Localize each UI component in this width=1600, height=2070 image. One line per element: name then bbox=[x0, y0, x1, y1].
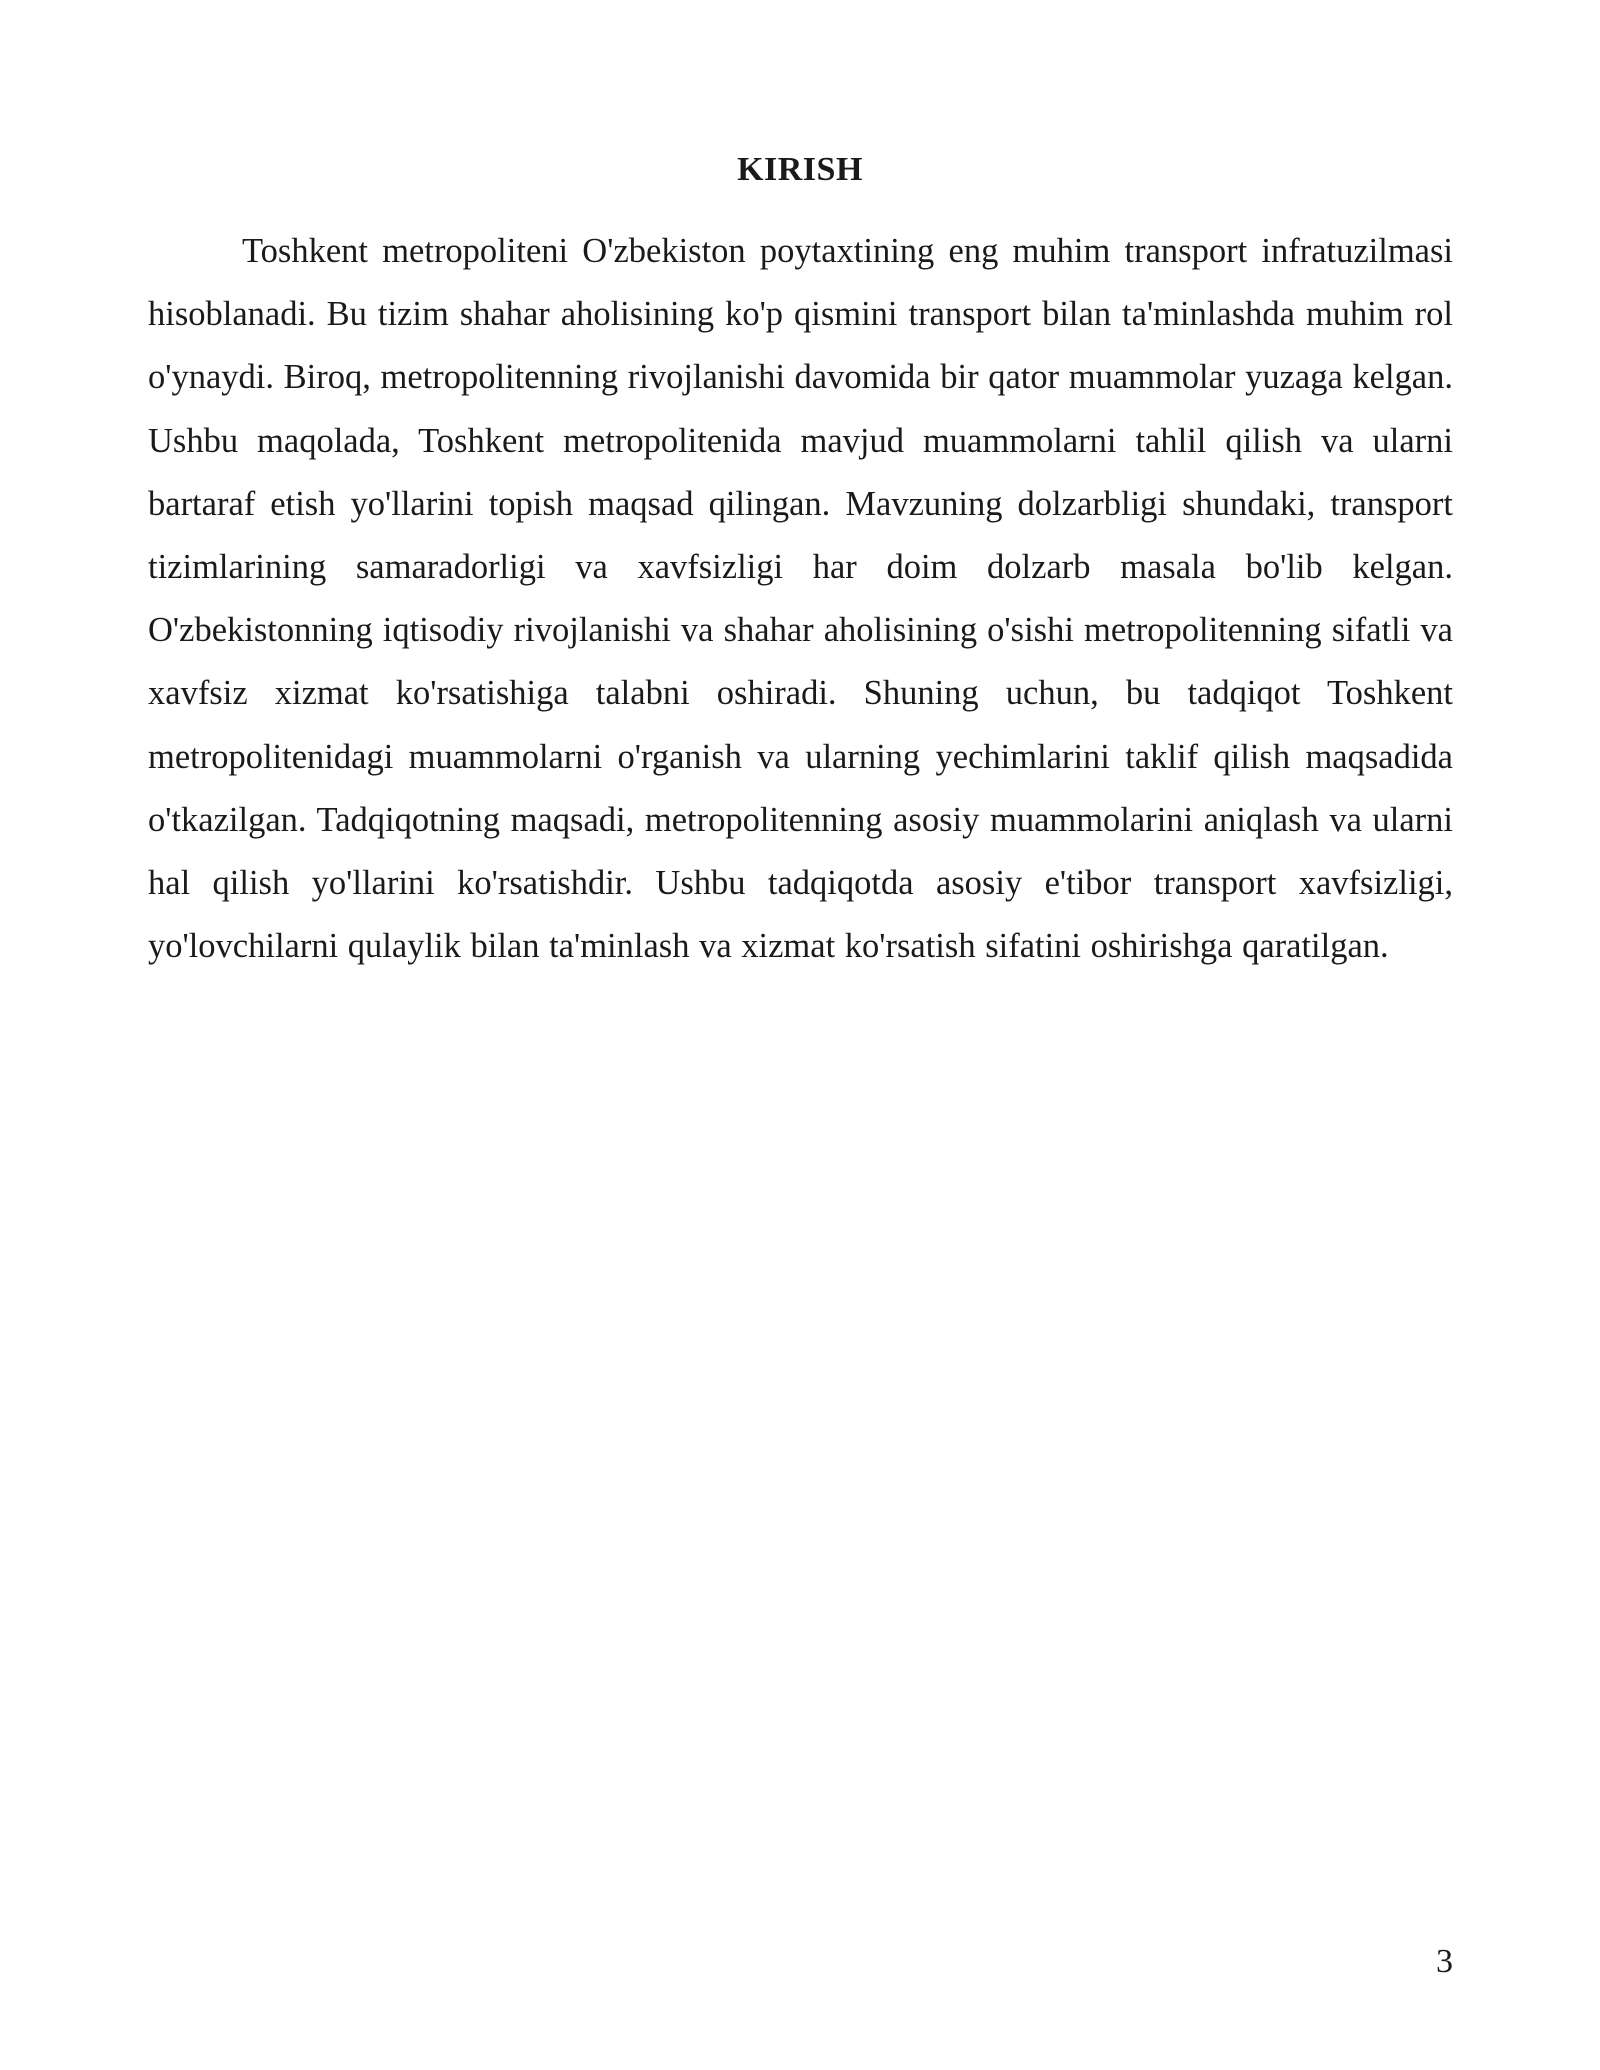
section-heading: KIRISH bbox=[737, 151, 863, 188]
body-paragraph: Toshkent metropoliteni O'zbekiston poytaxtining eng muhim transport infratuzilmasi hisoblanadi. Bu tizim shahar aholisining ko'p qismini transport bilan ta'minlashda muhim rol o'ynaydi. Biroq, metropolitenning rivojlanishi davomida bir qator muammolar yuzaga kelgan. Ushbu maqolada, Toshkent metropolitenida mavjud muammolarni tahlil qilish va ularni bartaraf etish yo'llarini topish maqsad qilingan. Mavzuning dolzarbligi shundaki, transport tizimlarining samaradorligi va xavfsizligi har doim dolzarb masala bo'lib kelgan. O'zbekistonning iqtisodiy rivojlanishi va shahar aholisining o'sishi metropolitenning sifatli va xavfsiz xizmat ko'rsatishiga talabni oshiradi. Shuning uchun, bu tadqiqot Toshkent metropolitenidagi muammolarni o'rganish va ularning yechimlarini taklif qilish maqsadida o'tkazilgan. Tadqiqotning maqsadi, metropolitenning asosiy muammolarini aniqlash va ularni hal qilish yo'llarini ko'rsatishdir. Ushbu tadqiqotda asosiy e'tibor transport xavfsizligi, yo'lovchilarni qulaylik bilan ta'minlash va xizmat ko'rsatish sifatini oshirishga qaratilgan. bbox=[148, 232, 1453, 966]
page-number: 3 bbox=[1436, 1943, 1453, 1980]
